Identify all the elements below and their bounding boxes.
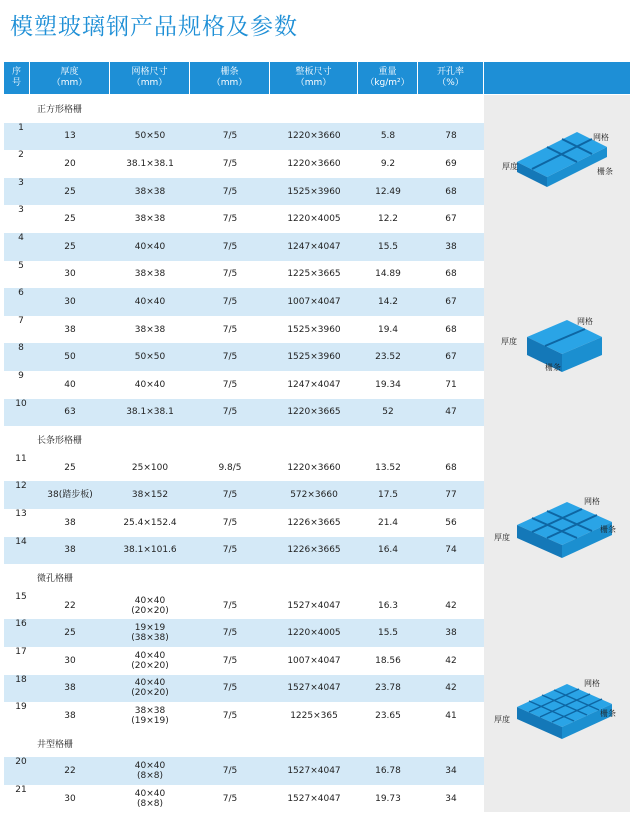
cell-thk: 50 — [64, 352, 76, 363]
cell-no: 8 — [18, 343, 24, 354]
cell-mesh — [110, 647, 190, 675]
mesh-sub-size: (8×8) — [136, 798, 163, 809]
cell-mesh: 38.1×38.1 — [126, 407, 174, 418]
section-title: 微孔格栅 — [37, 574, 74, 585]
cell-mesh — [110, 592, 190, 620]
cell-wt: 16.78 — [375, 766, 401, 777]
cell-wt: 19.73 — [375, 793, 401, 804]
cell-wt: 18.56 — [375, 655, 401, 666]
cell-open: 67 — [445, 214, 457, 225]
mesh-sub-size: (20×20) — [131, 688, 169, 699]
cell-bar: 7/5 — [222, 600, 238, 611]
square-grating-diagram — [497, 122, 627, 202]
cell-wt: 16.3 — [377, 600, 399, 611]
thickness-label: 厚度 — [502, 162, 518, 171]
cell-open: 38 — [445, 628, 457, 639]
bar-label: 栅条 — [597, 167, 613, 176]
section-title: 正方形格栅 — [37, 105, 83, 116]
cell-panel: 572×3660 — [290, 490, 338, 501]
cell-mesh: 40×40 — [134, 241, 166, 252]
bar-label: 栅条 — [545, 363, 561, 372]
header-unit: （mm） — [295, 78, 332, 88]
cell-open: 42 — [445, 655, 457, 666]
header-unit: （mm） — [131, 78, 168, 88]
cell-bar: 7/5 — [222, 379, 238, 390]
cell-thk: 30 — [64, 296, 76, 307]
cell-wt: 16.4 — [377, 545, 399, 556]
cell-no: 3 — [18, 205, 24, 216]
table-header — [4, 62, 630, 94]
cell-mesh — [110, 619, 190, 647]
cell-no: 14 — [15, 536, 27, 547]
header-cell — [358, 62, 418, 94]
cell-panel: 1527×4047 — [287, 600, 341, 611]
cell-bar: 7/5 — [222, 324, 238, 335]
table-row — [4, 288, 484, 316]
cell-no: 15 — [15, 591, 27, 602]
cell-bar: 7/5 — [222, 296, 238, 307]
cell-bar: 7/5 — [222, 131, 238, 142]
mesh-size: 38×38 — [134, 705, 166, 716]
cell-mesh: 25×100 — [131, 462, 169, 473]
table-row — [4, 757, 484, 785]
section-row — [4, 730, 484, 758]
cell-panel: 1525×3960 — [287, 186, 341, 197]
cell-thk: 38 — [64, 545, 76, 556]
cell-thk: 38 — [64, 710, 76, 721]
cell-no: 1 — [18, 122, 24, 133]
cell-no: 6 — [18, 288, 24, 299]
header-cell — [418, 62, 484, 94]
cell-bar: 9.8/5 — [218, 462, 242, 473]
table-row — [4, 592, 484, 620]
cell-mesh: 38×38 — [134, 214, 166, 225]
thickness-label: 厚度 — [494, 715, 510, 724]
cell-thk: 30 — [64, 793, 76, 804]
cell-bar: 7/5 — [222, 655, 238, 666]
cell-panel: 1247×4047 — [287, 379, 341, 390]
cell-thk: 38 — [64, 324, 76, 335]
grating-shape — [517, 684, 612, 739]
section-row — [4, 95, 484, 123]
cell-open: 78 — [445, 131, 457, 142]
cell-no: 18 — [15, 674, 27, 685]
cell-open: 56 — [445, 517, 457, 528]
cell-panel: 1226×3665 — [287, 517, 341, 528]
mesh-label: 网格 — [584, 679, 600, 688]
header-label: 网格尺寸 — [131, 67, 168, 77]
cell-panel: 1525×3960 — [287, 324, 341, 335]
header-cell — [4, 62, 30, 94]
header-cell-diagram — [484, 62, 630, 94]
table-row — [4, 702, 484, 730]
cell-no: 7 — [18, 315, 24, 326]
section-row — [4, 426, 484, 454]
cell-no: 11 — [15, 453, 27, 464]
mesh-size: 40×40 — [134, 650, 166, 661]
cell-thk: 38 — [64, 517, 76, 528]
cell-bar: 7/5 — [222, 269, 238, 280]
table-row — [4, 509, 484, 537]
cell-bar: 7/5 — [222, 241, 238, 252]
table-row — [4, 316, 484, 344]
cell-thk: 38 — [64, 683, 76, 694]
table-row — [4, 399, 484, 427]
cell-mesh — [110, 757, 190, 785]
mesh-size: 19×19 — [134, 623, 166, 634]
table-row — [4, 785, 484, 813]
cell-open: 69 — [445, 158, 457, 169]
cell-panel: 1527×4047 — [287, 683, 341, 694]
cell-wt: 12.2 — [377, 214, 399, 225]
mesh-size: 40×40 — [134, 788, 166, 799]
header-unit: （%） — [437, 78, 464, 88]
cell-wt: 19.34 — [375, 379, 401, 390]
cell-mesh: 50×50 — [134, 131, 166, 142]
cell-no: 19 — [15, 702, 27, 713]
cell-open: 67 — [445, 352, 457, 363]
cell-thk: 25 — [64, 628, 76, 639]
cell-open: 47 — [445, 407, 457, 418]
cell-bar: 7/5 — [222, 158, 238, 169]
cell-panel: 1225×365 — [290, 710, 338, 721]
cell-panel: 1220×3660 — [287, 462, 341, 473]
cell-mesh: 38.1×38.1 — [126, 158, 174, 169]
cell-open: 38 — [445, 241, 457, 252]
cell-open: 68 — [445, 324, 457, 335]
header-cell — [110, 62, 190, 94]
cell-panel: 1007×4047 — [287, 296, 341, 307]
cell-open: 41 — [445, 710, 457, 721]
header-label: 整板尺寸 — [295, 67, 332, 77]
cell-panel: 1007×4047 — [287, 655, 341, 666]
bar-label: 栅条 — [600, 525, 616, 534]
cell-wt: 23.52 — [375, 352, 401, 363]
header-cell — [270, 62, 358, 94]
cell-thk: 30 — [64, 269, 76, 280]
cell-mesh: 40×40 — [134, 379, 166, 390]
table-row — [4, 481, 484, 509]
cell-panel: 1225×3665 — [287, 269, 341, 280]
cell-no: 12 — [15, 481, 27, 492]
table-row — [4, 371, 484, 399]
cell-panel: 1220×3660 — [287, 131, 341, 142]
table-row — [4, 619, 484, 647]
table-row — [4, 647, 484, 675]
cell-no: 4 — [18, 233, 24, 243]
cell-wt: 17.5 — [377, 490, 399, 501]
cell-no: 16 — [15, 619, 27, 630]
cell-thk: 22 — [64, 600, 76, 611]
section-title: 井型格栅 — [37, 740, 74, 751]
cell-thk: 25 — [64, 186, 76, 197]
mesh-size: 40×40 — [134, 595, 166, 606]
header-cell — [190, 62, 270, 94]
cell-mesh — [110, 785, 190, 813]
mesh-sub-size: (20×20) — [131, 660, 169, 671]
cell-mesh: 50×50 — [134, 352, 166, 363]
mesh-sub-size: (38×38) — [131, 633, 169, 644]
mesh-sub-size: (19×19) — [131, 715, 169, 726]
mesh-label: 网格 — [593, 133, 609, 142]
cell-wt: 14.89 — [375, 269, 401, 280]
cell-panel: 1247×4047 — [287, 241, 341, 252]
header-unit: （kg/m²） — [365, 78, 410, 88]
cell-no: 17 — [15, 647, 27, 657]
cell-thk: 13 — [64, 131, 76, 142]
mesh-sub-size: (8×8) — [136, 771, 163, 782]
header-label: 厚度 — [60, 67, 79, 77]
thick-grating-diagram — [497, 312, 627, 382]
cell-bar: 7/5 — [222, 214, 238, 225]
cell-panel: 1226×3665 — [287, 545, 341, 556]
cell-no: 20 — [15, 757, 27, 768]
table-row — [4, 123, 484, 151]
section-row — [4, 564, 484, 592]
mesh-label: 网格 — [577, 317, 593, 326]
cell-open: 68 — [445, 186, 457, 197]
cell-open: 68 — [445, 462, 457, 473]
cell-no: 10 — [15, 398, 27, 409]
cell-mesh — [110, 675, 190, 703]
table-row — [4, 454, 484, 482]
cell-bar: 7/5 — [222, 683, 238, 694]
table-row — [4, 261, 484, 289]
cell-thk: 63 — [64, 407, 76, 418]
header-cell — [30, 62, 110, 94]
cell-panel: 1525×3960 — [287, 352, 341, 363]
cell-wt: 12.49 — [375, 186, 401, 197]
cell-panel: 1220×3660 — [287, 158, 341, 169]
table-row — [4, 343, 484, 371]
cell-wt: 13.52 — [375, 462, 401, 473]
header-label: 栅条 — [220, 67, 239, 77]
table-row — [4, 150, 484, 178]
micromesh-grating-diagram — [492, 672, 627, 744]
grating-shape — [517, 502, 612, 558]
cell-panel: 1527×4047 — [287, 766, 341, 777]
header-unit: （mm） — [211, 78, 248, 88]
mesh-sub-size: (20×20) — [131, 605, 169, 616]
rectangular-grating-diagram — [492, 490, 627, 565]
cell-open: 42 — [445, 600, 457, 611]
section-title: 长条形格栅 — [37, 436, 83, 447]
grating-shape — [527, 320, 602, 372]
cell-mesh: 38.1×101.6 — [123, 545, 177, 556]
cell-thk: 25 — [64, 462, 76, 473]
header-label: 重量 — [378, 67, 397, 77]
cell-thk: 25 — [64, 214, 76, 225]
cell-no: 3 — [18, 177, 24, 188]
cell-no: 2 — [18, 150, 24, 161]
mesh-size: 40×40 — [134, 678, 166, 689]
cell-open: 34 — [445, 793, 457, 804]
cell-open: 67 — [445, 296, 457, 307]
cell-mesh: 38×38 — [134, 186, 166, 197]
cell-mesh: 40×40 — [134, 296, 166, 307]
cell-bar: 7/5 — [222, 628, 238, 639]
cell-open: 71 — [445, 379, 457, 390]
cell-open: 77 — [445, 490, 457, 501]
cell-no: 13 — [15, 509, 27, 519]
cell-thk: 20 — [64, 158, 76, 169]
cell-wt: 52 — [382, 407, 394, 418]
cell-thk: 40 — [64, 379, 76, 390]
thickness-label: 厚度 — [501, 337, 517, 346]
header-label: 序 — [11, 67, 21, 77]
header-unit: 号 — [11, 78, 21, 88]
cell-mesh: 38×38 — [134, 269, 166, 280]
cell-wt: 14.2 — [377, 296, 399, 307]
table-row — [4, 233, 484, 261]
cell-panel: 1220×4005 — [287, 214, 341, 225]
mesh-label: 网格 — [584, 497, 600, 506]
cell-mesh — [110, 702, 190, 730]
cell-mesh: 25.4×152.4 — [123, 517, 177, 528]
cell-panel: 1220×3665 — [287, 407, 341, 418]
cell-thk: 25 — [64, 241, 76, 252]
cell-bar: 7/5 — [222, 490, 238, 501]
mesh-size: 40×40 — [134, 761, 166, 772]
thickness-label: 厚度 — [494, 533, 510, 542]
cell-bar: 7/5 — [222, 710, 238, 721]
cell-open: 34 — [445, 766, 457, 777]
cell-bar: 7/5 — [222, 766, 238, 777]
cell-wt: 5.8 — [380, 131, 396, 142]
cell-bar: 7/5 — [222, 793, 238, 804]
cell-mesh: 38×152 — [131, 490, 169, 501]
cell-bar: 7/5 — [222, 407, 238, 418]
cell-open: 74 — [445, 545, 457, 556]
cell-wt: 23.65 — [375, 710, 401, 721]
table-row — [4, 675, 484, 703]
cell-thk: 30 — [64, 655, 76, 666]
cell-wt: 15.5 — [377, 628, 399, 639]
cell-open: 68 — [445, 269, 457, 280]
cell-open: 42 — [445, 683, 457, 694]
cell-thk: 38(踏步板) — [47, 490, 93, 501]
cell-wt: 21.4 — [377, 517, 399, 528]
cell-bar: 7/5 — [222, 517, 238, 528]
page-title: 模塑玻璃钢产品规格及参数 — [10, 14, 298, 40]
cell-no: 21 — [15, 785, 27, 795]
table-row — [4, 178, 484, 206]
cell-bar: 7/5 — [222, 186, 238, 197]
header-unit: （mm） — [51, 78, 88, 88]
cell-wt: 23.78 — [375, 683, 401, 694]
header-label: 开孔率 — [436, 67, 464, 77]
cell-no: 9 — [18, 371, 24, 381]
cell-wt: 15.5 — [377, 241, 399, 252]
cell-wt: 19.4 — [377, 324, 399, 335]
table-row — [4, 205, 484, 233]
cell-panel: 1527×4047 — [287, 793, 341, 804]
cell-no: 5 — [18, 260, 24, 271]
bar-label: 栅条 — [600, 709, 616, 718]
cell-thk: 22 — [64, 766, 76, 777]
cell-wt: 9.2 — [380, 158, 396, 169]
cell-panel: 1220×4005 — [287, 628, 341, 639]
cell-bar: 7/5 — [222, 545, 238, 556]
cell-mesh: 38×38 — [134, 324, 166, 335]
cell-bar: 7/5 — [222, 352, 238, 363]
table-row — [4, 537, 484, 565]
